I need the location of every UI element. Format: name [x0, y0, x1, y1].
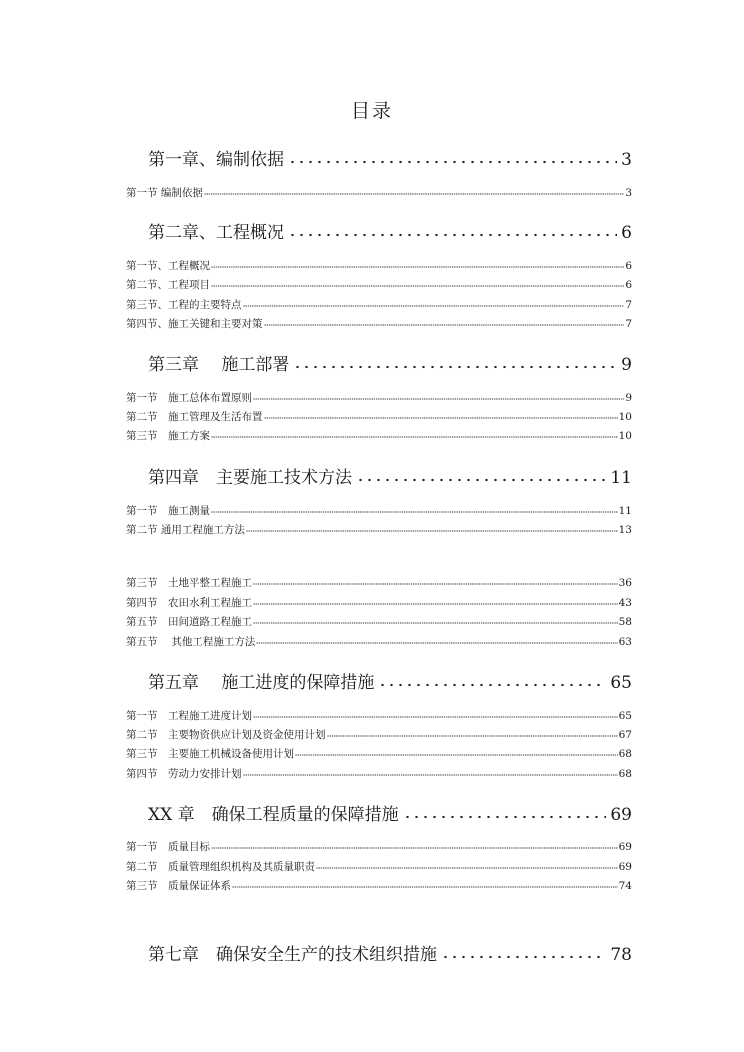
toc-section[interactable]: [126, 839, 632, 854]
toc-section[interactable]: [126, 258, 632, 273]
toc-section[interactable]: [126, 185, 632, 200]
toc-section[interactable]: [126, 878, 632, 893]
toc-chapter[interactable]: [148, 940, 632, 965]
toc-chapter-label: 第二章、工程概况: [148, 223, 284, 243]
toc-section-label: 第二节 主要物资供应计划及资金使用计划: [126, 729, 326, 741]
toc-chapter-label: 第七章 确保安全生产的技术组织措施: [148, 945, 437, 965]
toc-page-number: 6: [621, 223, 632, 243]
toc-section[interactable]: [126, 595, 632, 610]
toc-section-label: 第一节 施工测量: [126, 505, 210, 517]
toc-page-number: 63: [618, 636, 632, 648]
toc-section[interactable]: [126, 428, 632, 443]
toc-chapter-label: 第三章 施工部署: [148, 355, 290, 375]
toc-leader-dots: [211, 511, 618, 513]
toc-leader-dots: [211, 847, 618, 849]
toc-chapter[interactable]: [148, 145, 632, 170]
toc-section[interactable]: [126, 746, 632, 761]
toc-leader-dots: [327, 735, 618, 737]
toc-page-number: 36: [618, 577, 632, 589]
toc-section-label: 第二节 质量管理组织机构及其质量职责: [126, 861, 315, 873]
toc-page-number: 69: [618, 841, 632, 853]
toc-section[interactable]: [126, 859, 632, 874]
toc-page-number: 9: [621, 355, 632, 375]
toc-page-number: 6: [625, 260, 632, 272]
toc-leader-dots: [403, 815, 607, 819]
toc-leader-dots: [253, 398, 624, 400]
toc-page-number: 69: [610, 805, 632, 825]
toc-chapter[interactable]: [148, 463, 632, 488]
toc-section-label: 第二节 施工管理及生活布置: [126, 411, 263, 423]
toc-section-label: 第二节 通用工程施工方法: [126, 524, 245, 536]
toc-leader-dots: [288, 233, 617, 237]
toc-page-number: 10: [618, 430, 632, 442]
toc-leader-dots: [378, 683, 606, 687]
toc-section[interactable]: [126, 634, 632, 649]
toc-section[interactable]: [126, 316, 632, 331]
toc-leader-dots: [243, 305, 625, 307]
toc-leader-dots: [295, 754, 618, 756]
toc-leader-dots: [356, 478, 606, 482]
toc-leader-dots: [211, 266, 624, 268]
toc-leader-dots: [256, 642, 617, 644]
toc-leader-dots: [204, 193, 624, 195]
toc-leader-dots: [316, 867, 618, 869]
toc-page-number: 9: [625, 392, 632, 404]
toc-leader-dots: [243, 774, 618, 776]
toc-section[interactable]: [126, 503, 632, 518]
toc-section[interactable]: [126, 727, 632, 742]
toc-chapter-label: 第五章 施工进度的保障措施: [148, 673, 375, 693]
toc-page-number: 68: [618, 768, 632, 780]
toc-leader-dots: [246, 530, 618, 532]
toc-page-number: 7: [625, 299, 632, 311]
toc-page-number: 65: [610, 673, 632, 693]
toc-leader-dots: [264, 417, 618, 419]
toc-section-label: 第三节 主要施工机械设备使用计划: [126, 748, 294, 760]
toc-chapter[interactable]: [148, 800, 632, 825]
toc-section-label: 第一节、工程概况: [126, 260, 210, 272]
toc-section-label: 第四节、施工关键和主要对策: [126, 318, 263, 330]
toc-leader-dots: [211, 436, 618, 438]
toc-section[interactable]: [126, 708, 632, 723]
toc-page-number: 58: [618, 616, 632, 628]
toc-section[interactable]: [126, 277, 632, 292]
toc-section-label: 第一节 编制依据: [126, 187, 203, 199]
toc-section-label: 第三节、工程的主要特点: [126, 299, 242, 311]
toc-section[interactable]: [126, 390, 632, 405]
toc-leader-dots: [293, 365, 617, 369]
toc-chapter-label: 第四章 主要施工技术方法: [148, 468, 352, 488]
toc-leader-dots: [253, 622, 618, 624]
toc-section[interactable]: [126, 297, 632, 312]
toc-section[interactable]: [126, 575, 632, 590]
toc-page-number: 11: [618, 505, 632, 517]
toc-page-number: 67: [618, 729, 632, 741]
toc-section-label: 第四节 劳动力安排计划: [126, 768, 242, 780]
toc-page-number: 74: [618, 880, 632, 892]
toc-leader-dots: [253, 603, 618, 605]
toc-chapter-label: XX 章 确保工程质量的保障措施: [148, 805, 399, 825]
toc-page-number: 78: [610, 945, 632, 965]
toc-page-number: 13: [618, 524, 632, 536]
toc-section-label: 第三节 土地平整工程施工: [126, 577, 252, 589]
toc-leader-dots: [253, 583, 618, 585]
toc-section-label: 第一节 工程施工进度计划: [126, 710, 252, 722]
toc-page-number: 68: [618, 748, 632, 760]
toc-page-number: 11: [610, 468, 632, 488]
toc-section-label: 第三节 质量保证体系: [126, 880, 231, 892]
toc-section-label: 第五节 其他工程施工方法: [126, 636, 256, 648]
toc-leader-dots: [232, 886, 618, 888]
toc-leader-dots: [253, 716, 618, 718]
toc-section-label: 第二节、工程项目: [126, 279, 210, 291]
toc-page-number: 3: [625, 187, 632, 199]
toc-page-number: 3: [621, 150, 632, 170]
toc-chapter-label: 第一章、编制依据: [148, 150, 284, 170]
toc-page-number: 69: [618, 861, 632, 873]
page-title: 目录: [350, 100, 393, 122]
toc-chapter[interactable]: [148, 668, 632, 693]
toc-chapter[interactable]: [148, 350, 632, 375]
toc-section[interactable]: [126, 614, 632, 629]
toc-section-label: 第四节 农田水利工程施工: [126, 597, 252, 609]
toc-page-number: 7: [625, 318, 632, 330]
toc-section-label: 第一节 质量目标: [126, 841, 210, 853]
toc-page-number: 10: [618, 411, 632, 423]
toc-chapter[interactable]: [148, 218, 632, 243]
toc-section[interactable]: [126, 766, 632, 781]
toc-section-label: 第一节 施工总体布置原则: [126, 392, 252, 404]
toc-section-label: 第五节 田间道路工程施工: [126, 616, 252, 628]
toc-leader-dots: [264, 324, 625, 326]
toc-leader-dots: [288, 160, 617, 164]
toc-section[interactable]: [126, 522, 632, 537]
toc-section[interactable]: [126, 409, 632, 424]
toc-page-number: 43: [618, 597, 632, 609]
toc-section-label: 第三节 施工方案: [126, 430, 210, 442]
toc-page-number: 65: [618, 710, 632, 722]
toc-leader-dots: [211, 285, 624, 287]
toc-leader-dots: [441, 955, 606, 959]
toc-page-number: 6: [625, 279, 632, 291]
